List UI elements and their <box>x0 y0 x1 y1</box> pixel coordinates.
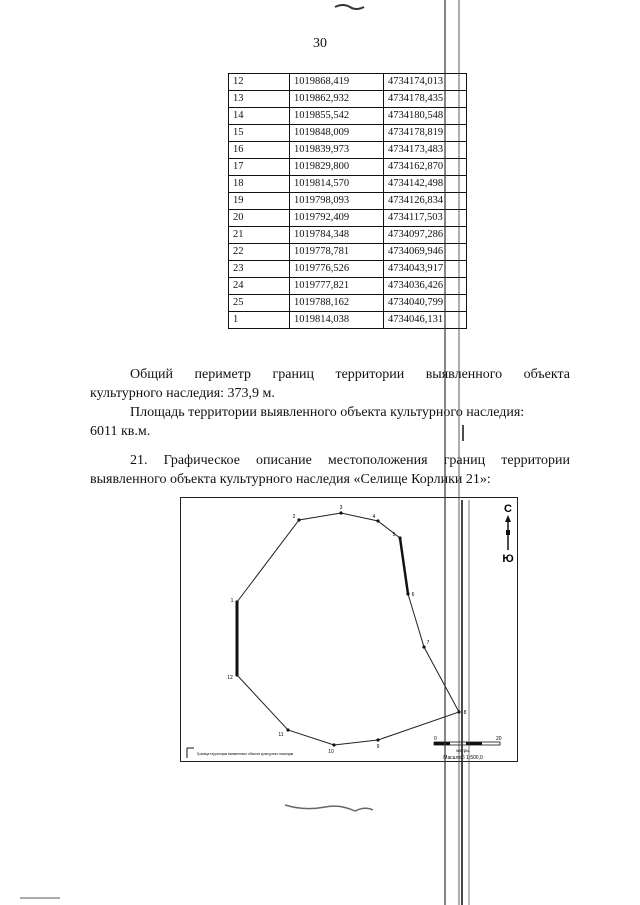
scale-start-label: 0 <box>434 736 437 742</box>
north-arrow <box>502 503 513 565</box>
y-coordinate-cell: 4734036,426 <box>384 278 467 295</box>
point-number-cell: 19 <box>229 193 290 210</box>
boundary-point-label: 7 <box>426 640 430 646</box>
x-coordinate-cell: 1019814,570 <box>290 176 384 193</box>
x-coordinate-cell: 1019839,973 <box>290 142 384 159</box>
x-coordinate-cell: 1019868,419 <box>290 74 384 91</box>
point-number-cell: 23 <box>229 261 290 278</box>
scale-unit-label: метры <box>456 748 470 753</box>
boundary-point <box>235 600 238 603</box>
perimeter-line-1: Общий периметр границ территории выявленного объекта <box>130 367 570 382</box>
scale-end-label: 20 <box>496 736 502 742</box>
boundary-point-label: 9 <box>376 744 380 750</box>
y-coordinate-cell: 4734174,013 <box>384 74 467 91</box>
boundary-point-label: 11 <box>278 732 284 738</box>
x-coordinate-cell: 1019814,038 <box>290 312 384 329</box>
y-coordinate-cell: 4734162,870 <box>384 159 467 176</box>
area-line-1: Площадь территории выявленного объекта культурного наследия: <box>130 405 525 420</box>
y-coordinate-cell: 4734117,503 <box>384 210 467 227</box>
y-coordinate-cell: 4734097,286 <box>384 227 467 244</box>
point-number-cell: 24 <box>229 278 290 295</box>
boundary-polygon <box>237 513 459 745</box>
y-coordinate-cell: 4734126,834 <box>384 193 467 210</box>
scan-artifact-mark <box>335 5 364 9</box>
area-line-2: 6011 кв.м. <box>90 424 151 439</box>
point-number-cell: 13 <box>229 91 290 108</box>
x-coordinate-cell: 1019776,526 <box>290 261 384 278</box>
boundary-point-label: 1 <box>230 598 234 604</box>
x-coordinate-cell: 1019862,932 <box>290 91 384 108</box>
point-number-cell: 17 <box>229 159 290 176</box>
legend-text: Граница территории выявленного объекта культурного наследия <box>197 752 294 756</box>
point-number-cell: 22 <box>229 244 290 261</box>
boundary-point-label: 4 <box>372 514 376 520</box>
y-coordinate-cell: 4734178,435 <box>384 91 467 108</box>
boundary-point <box>297 518 300 521</box>
boundary-point-label: 10 <box>328 749 334 755</box>
scale-bar <box>434 736 502 761</box>
boundary-point <box>235 673 238 676</box>
x-coordinate-cell: 1019855,542 <box>290 108 384 125</box>
boundary-point <box>406 592 409 595</box>
x-coordinate-cell: 1019777,821 <box>290 278 384 295</box>
y-coordinate-cell: 4734046,131 <box>384 312 467 329</box>
x-coordinate-cell: 1019778,781 <box>290 244 384 261</box>
map-legend <box>187 748 293 758</box>
x-coordinate-cell: 1019829,800 <box>290 159 384 176</box>
boundary-point-label: 5 <box>392 532 396 538</box>
boundary-point-label: 6 <box>411 592 415 598</box>
north-label: С <box>504 503 512 515</box>
boundary-point <box>376 519 379 522</box>
south-label: Ю <box>502 553 514 565</box>
point-number-cell: 21 <box>229 227 290 244</box>
point-number-cell: 15 <box>229 125 290 142</box>
y-coordinate-cell: 4734178,819 <box>384 125 467 142</box>
y-coordinate-cell: 4734043,917 <box>384 261 467 278</box>
x-coordinate-cell: 1019792,409 <box>290 210 384 227</box>
x-coordinate-cell: 1019784,348 <box>290 227 384 244</box>
boundary-point-label: 2 <box>292 514 296 520</box>
point-number-cell: 18 <box>229 176 290 193</box>
boundary-point <box>398 536 401 539</box>
point-number-cell: 12 <box>229 74 290 91</box>
boundary-point <box>332 743 335 746</box>
x-coordinate-cell: 1019798,093 <box>290 193 384 210</box>
point-number-cell: 25 <box>229 295 290 312</box>
boundary-point <box>339 511 342 514</box>
x-coordinate-cell: 1019848,009 <box>290 125 384 142</box>
perimeter-line-2: культурного наследия: 373,9 м. <box>90 386 275 401</box>
page-number: 30 <box>313 36 327 51</box>
boundary-bold-segment <box>400 538 408 594</box>
boundary-point-label: 3 <box>339 505 343 511</box>
boundary-point <box>422 645 425 648</box>
point-number-cell: 14 <box>229 108 290 125</box>
y-coordinate-cell: 4734173,483 <box>384 142 467 159</box>
scan-artifact-mark <box>285 805 373 811</box>
scale-text: Масштаб 1:500,0 <box>443 755 483 761</box>
boundary-point <box>286 728 289 731</box>
y-coordinate-cell: 4734180,548 <box>384 108 467 125</box>
boundary-point-label: 12 <box>227 675 233 681</box>
y-coordinate-cell: 4734040,799 <box>384 295 467 312</box>
section-21-line-2: выявленного объекта культурного наследия «Селище Корлики 21»: <box>90 472 491 487</box>
x-coordinate-cell: 1019788,162 <box>290 295 384 312</box>
point-number-cell: 20 <box>229 210 290 227</box>
boundary-point <box>376 738 379 741</box>
section-21-line-1: 21. Графическое описание местоположения границ территории <box>130 453 570 468</box>
y-coordinate-cell: 4734142,498 <box>384 176 467 193</box>
point-number-cell: 16 <box>229 142 290 159</box>
y-coordinate-cell: 4734069,946 <box>384 244 467 261</box>
boundary-point-label: 8 <box>463 710 467 716</box>
point-number-cell: 1 <box>229 312 290 329</box>
